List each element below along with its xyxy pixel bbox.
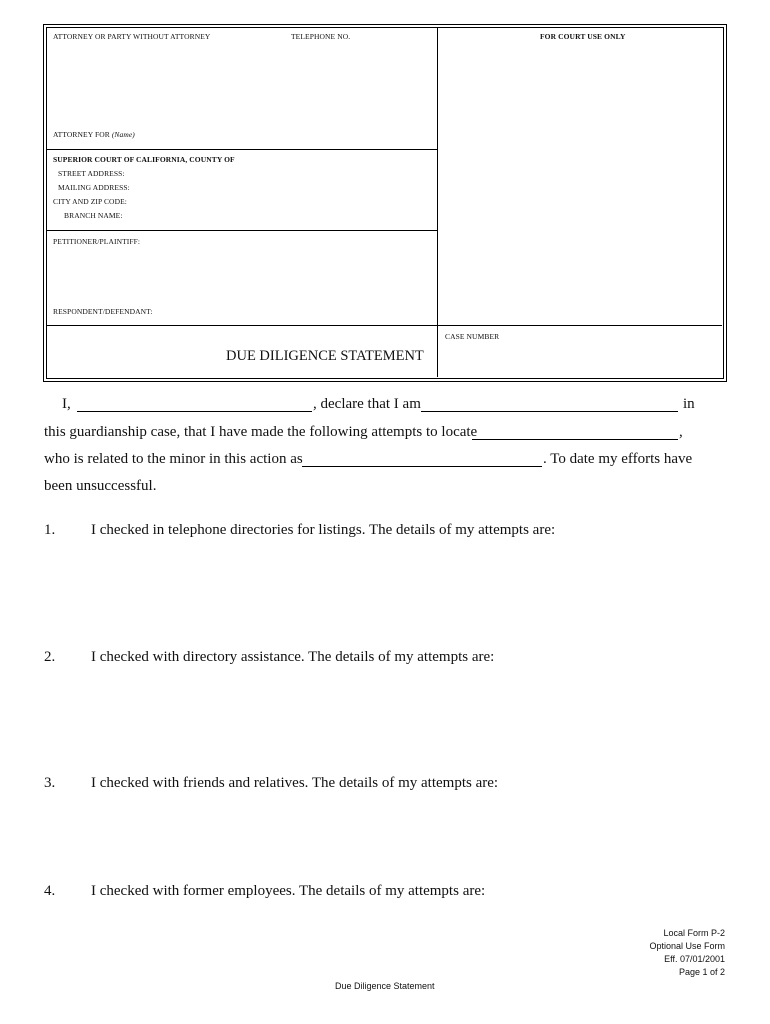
branch-name-label: BRANCH NAME:	[64, 211, 123, 220]
item-3-details-area[interactable]	[90, 798, 720, 873]
declaration-line3-a: who is related to the minor in this action as	[44, 451, 303, 467]
caption-divider-parties	[46, 325, 722, 326]
footer-page-number: Page 1 of 2	[678, 967, 725, 977]
footer-form-info	[525, 927, 725, 979]
footer-form-type: Optional Use Form	[649, 941, 725, 951]
item-2-details-area[interactable]	[90, 672, 720, 767]
court-use-label: FOR COURT USE ONLY	[540, 32, 626, 41]
street-address-label: STREET ADDRESS:	[58, 169, 125, 178]
declaration-line3-b: . To date my efforts have	[543, 451, 693, 467]
attorney-for-line	[53, 130, 135, 139]
item-text: I checked with directory assistance. The details of my attempts are:	[91, 649, 495, 665]
city-zip-label: CITY AND ZIP CODE:	[53, 197, 127, 206]
declaration-line4: been unsuccessful.	[44, 478, 157, 494]
footer-document-name: Due Diligence Statement	[335, 981, 435, 991]
caption-divider-court	[46, 230, 437, 231]
footer-effective-date: Eff. 07/01/2001	[664, 954, 725, 964]
item-number: 1.	[44, 522, 56, 538]
declarant-name-blank[interactable]	[77, 411, 312, 412]
case-number-field[interactable]	[441, 342, 719, 374]
item-number: 2.	[44, 649, 56, 665]
court-name-label: SUPERIOR COURT OF CALIFORNIA, COUNTY OF	[53, 155, 235, 164]
person-to-locate-blank[interactable]	[472, 439, 678, 440]
declaration-line2: this guardianship case, that I have made the following attempts to locate	[44, 424, 478, 440]
mailing-address-label: MAILING ADDRESS:	[58, 183, 130, 192]
item-number: 4.	[44, 883, 56, 899]
footer-form-id: Local Form P-2	[663, 928, 725, 938]
declaration-in: in	[683, 396, 695, 412]
declaration-declare: , declare that I am	[313, 396, 421, 412]
attorney-for-name-hint: (Name)	[111, 130, 135, 139]
telephone-label: TELEPHONE NO.	[291, 32, 351, 41]
item-text: I checked with former employees. The details of my attempts are:	[91, 883, 486, 899]
declaration-comma: ,	[679, 424, 683, 440]
item-text: I checked with friends and relatives. The details of my attempts are:	[91, 775, 499, 791]
court-use-area[interactable]	[441, 44, 719, 322]
item-number: 3.	[44, 775, 56, 791]
attorney-for-label: ATTORNEY FOR	[53, 130, 112, 139]
item-text: I checked in telephone directories for listings. The details of my attempts are:	[91, 522, 556, 538]
attorney-label: ATTORNEY OR PARTY WITHOUT ATTORNEY	[53, 32, 211, 41]
respondent-label: RESPONDENT/DEFENDANT:	[53, 307, 153, 316]
item-1-details-area[interactable]	[90, 545, 720, 640]
petitioner-label: PETITIONER/PLAINTIFF:	[53, 237, 141, 246]
declaration-i: I,	[62, 396, 71, 412]
form-title: DUE DILIGENCE STATEMENT	[226, 348, 424, 364]
relationship-blank[interactable]	[302, 466, 542, 467]
declarant-role-blank[interactable]	[421, 411, 678, 412]
caption-divider-attorney	[46, 149, 437, 150]
attorney-name-field[interactable]	[50, 44, 433, 124]
case-number-label: CASE NUMBER	[445, 332, 500, 341]
